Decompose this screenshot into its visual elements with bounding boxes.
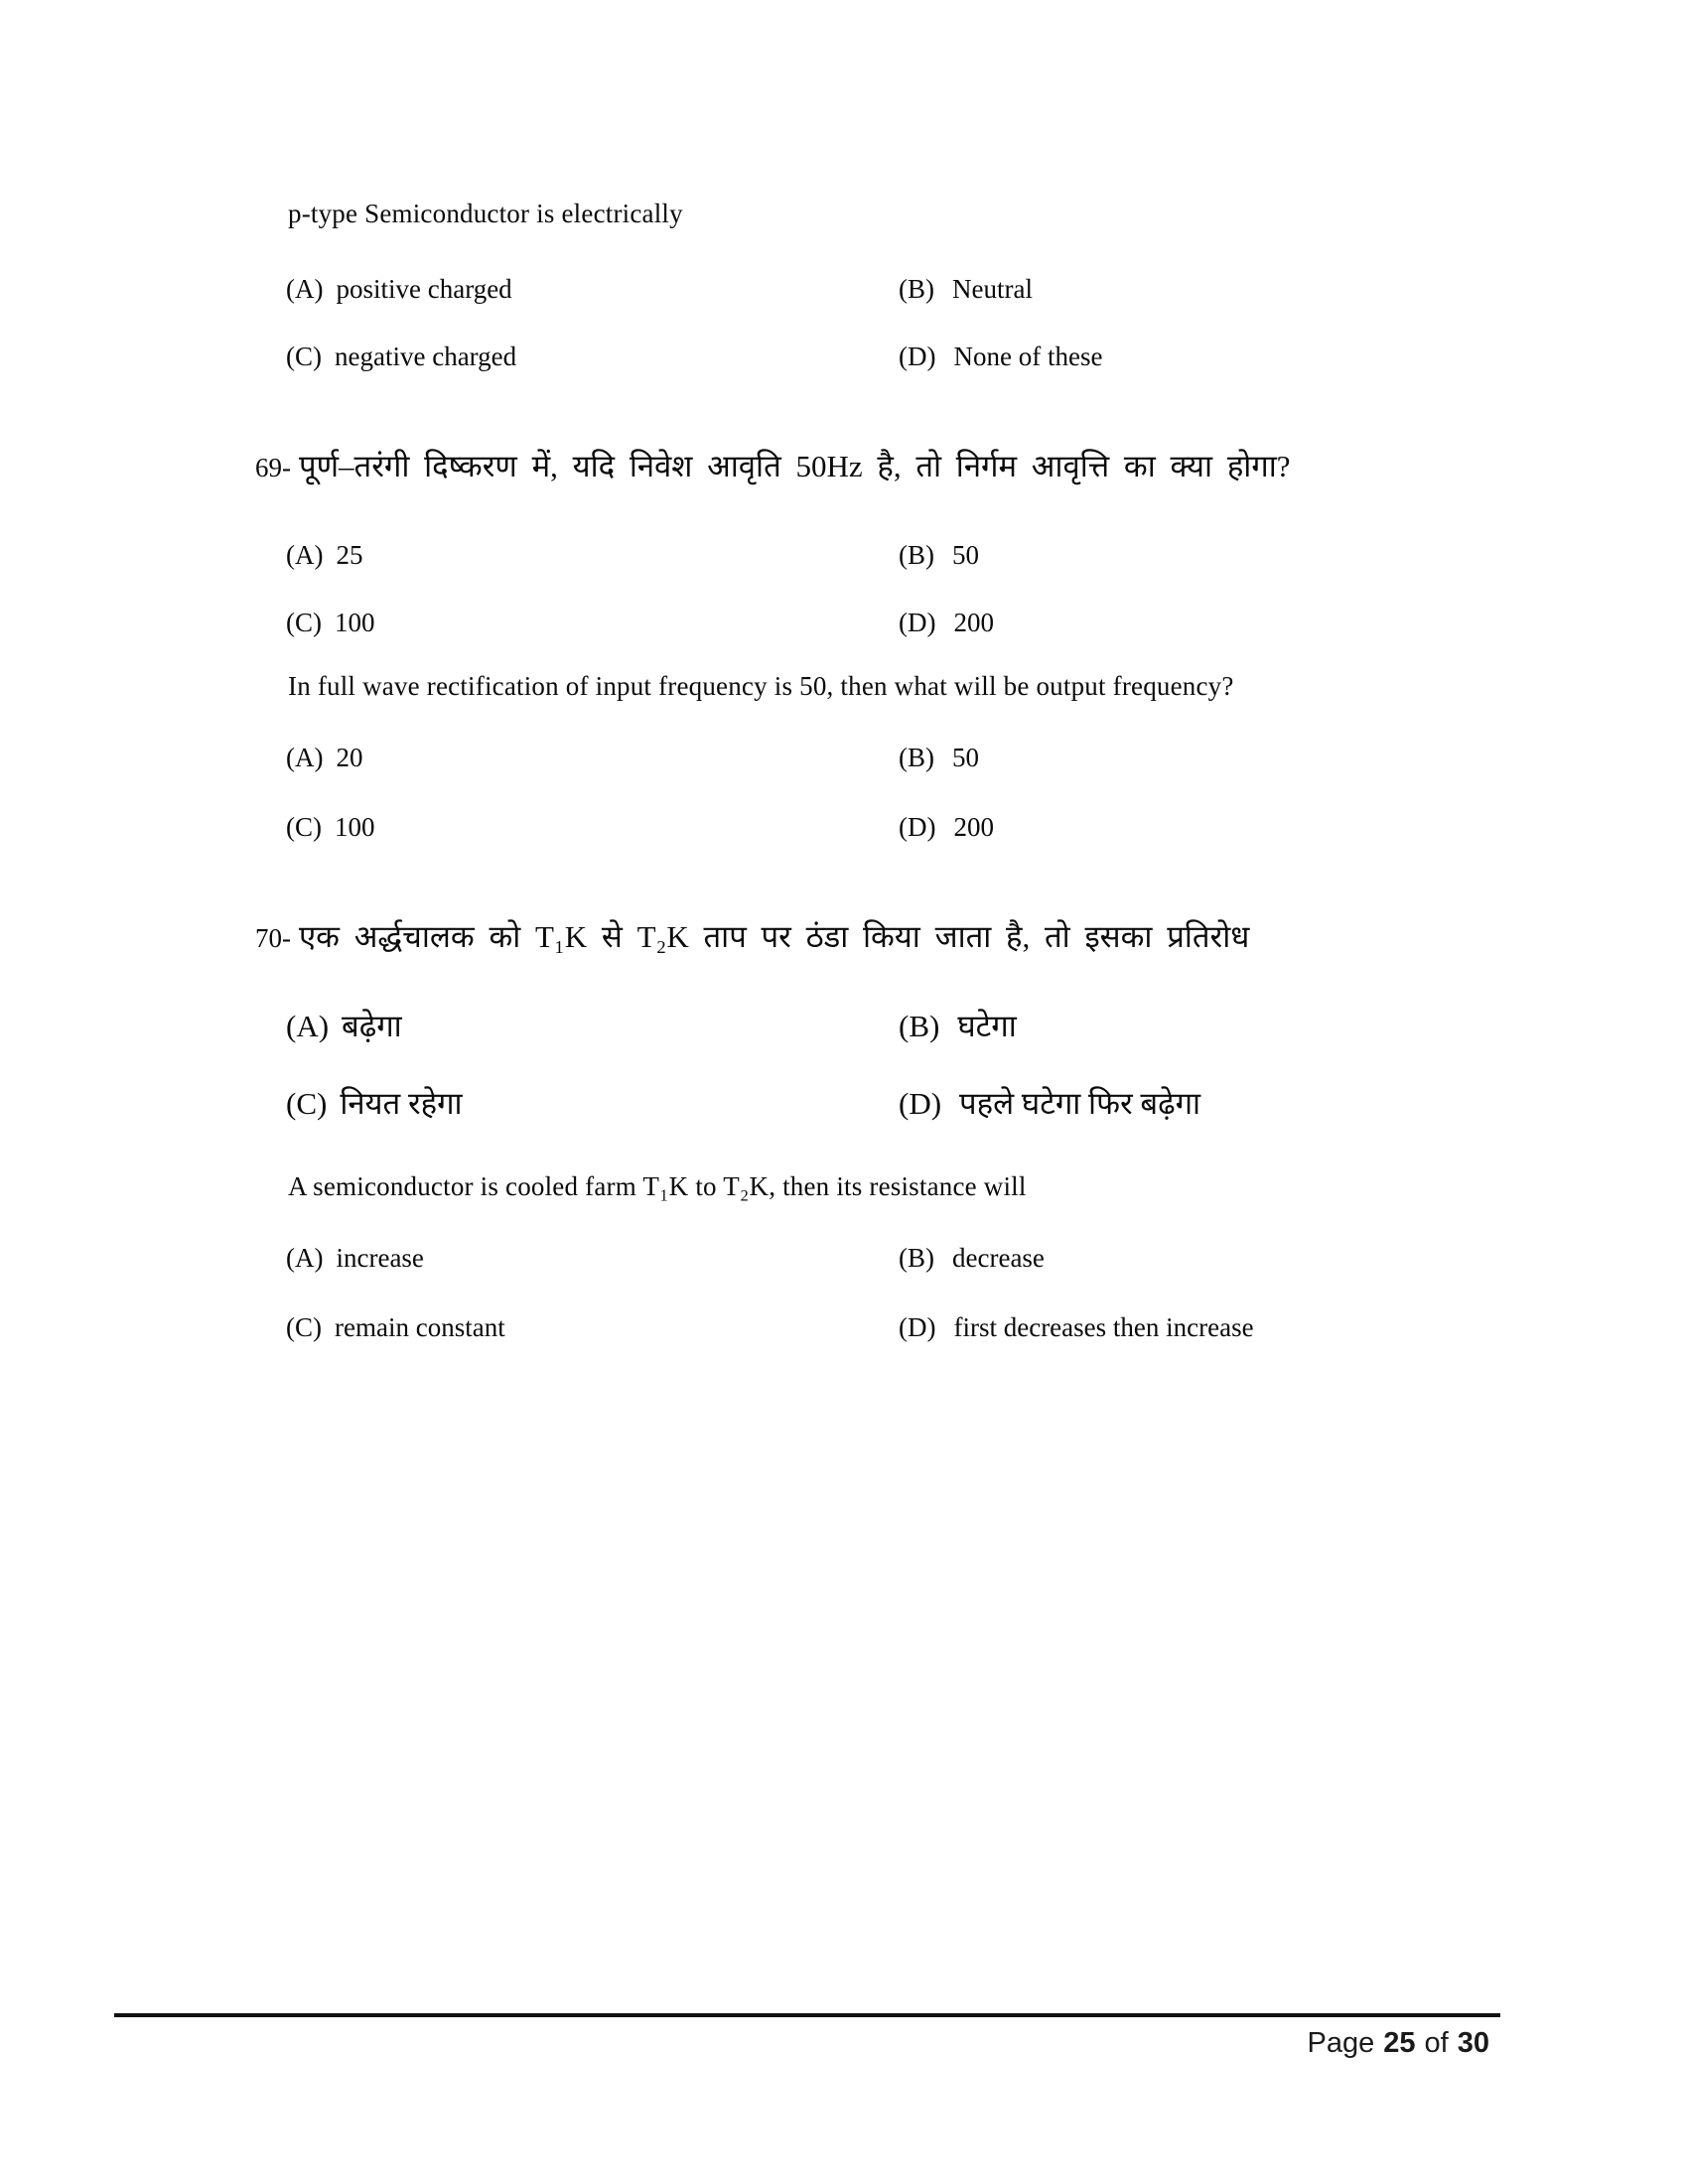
q69-option-d-hi [899, 608, 994, 638]
option-text: decrease [952, 1243, 1045, 1273]
option-key: (C) [286, 608, 322, 637]
q70-option-a-en [286, 1243, 424, 1274]
q70-option-c-en [286, 1312, 505, 1343]
option-text: पहले घटेगा फिर बढ़ेगा [959, 1086, 1201, 1121]
question-text: एक अर्द्धचालक को T₁K से T₂K ताप पर ठंडा किया जाता है, तो इसका प्रतिरोध [299, 919, 1250, 954]
option-key: (D) [899, 1086, 942, 1121]
q68-option-a [286, 274, 512, 305]
option-text: 200 [953, 608, 994, 637]
q70-option-c-hi [286, 1082, 463, 1124]
option-key: (B) [899, 743, 934, 772]
footer-of-word: of [1424, 2027, 1449, 2059]
option-key: (B) [899, 274, 934, 304]
q69-option-d-en [899, 812, 994, 843]
option-key: (A) [286, 540, 324, 570]
footer-divider [114, 2013, 1500, 2017]
q69-option-a-en [286, 743, 362, 773]
option-text: positive charged [336, 274, 512, 304]
option-text: 50 [952, 743, 979, 772]
option-key: (A) [286, 274, 324, 304]
q68-option-d [899, 341, 1102, 372]
option-key: (D) [899, 812, 936, 842]
option-text: 200 [953, 812, 994, 842]
option-key: (C) [286, 1312, 322, 1342]
option-key: (D) [899, 341, 936, 371]
option-text: first decreases then increase [953, 1312, 1254, 1342]
option-text: 20 [336, 743, 363, 772]
option-text: बढ़ेगा [342, 1009, 402, 1043]
q69-option-c-hi [286, 608, 375, 638]
option-key: (C) [286, 812, 322, 842]
option-key: (D) [899, 608, 936, 637]
option-key: (B) [899, 1009, 940, 1043]
option-text: घटेगा [957, 1009, 1017, 1043]
q69-option-c-en [286, 812, 375, 843]
option-key: (A) [286, 743, 324, 772]
option-text: increase [336, 1243, 424, 1273]
page-footer [1092, 2027, 1489, 2060]
option-key: (B) [899, 540, 934, 570]
option-key: (A) [286, 1243, 324, 1273]
option-text: 25 [336, 540, 363, 570]
option-key: (A) [286, 1009, 330, 1043]
option-text: remain constant [335, 1312, 505, 1342]
q70-option-d-hi [899, 1082, 1200, 1124]
option-text: negative charged [335, 341, 517, 371]
question-70-text-en: A semiconductor is cooled farm T₁K to T₂K, then its resistance will [288, 1171, 1027, 1201]
q70-option-a-hi [286, 1005, 402, 1046]
option-key: (C) [286, 341, 322, 371]
option-text: 50 [952, 540, 979, 570]
question-68-text-en: p-type Semiconductor is electrically [288, 199, 683, 228]
q68-option-b [899, 274, 1033, 305]
question-number: 69- [255, 453, 291, 482]
footer-page-number: 25 [1383, 2027, 1416, 2059]
q68-option-c [286, 341, 516, 372]
option-text: None of these [953, 341, 1103, 371]
option-key: (B) [899, 1243, 934, 1273]
option-text: 100 [335, 812, 375, 842]
footer-total-pages: 30 [1457, 2027, 1489, 2059]
question-69-text-hi [255, 445, 1291, 486]
q69-option-b-hi [899, 540, 979, 571]
q69-option-a-hi [286, 540, 362, 571]
option-key: (D) [899, 1312, 936, 1342]
q70-option-b-hi [899, 1005, 1017, 1046]
question-70-text-hi [255, 915, 1249, 957]
q69-option-b-en [899, 743, 979, 773]
footer-page-word: Page [1307, 2027, 1375, 2059]
option-text: Neutral [952, 274, 1033, 304]
option-text: नियत रहेगा [340, 1086, 463, 1121]
option-key: (C) [286, 1086, 328, 1121]
option-text: 100 [335, 608, 375, 637]
q70-option-b-en [899, 1243, 1045, 1274]
q70-option-d-en [899, 1312, 1254, 1343]
question-69-text-en: In full wave rectification of input frequency is 50, then what will be output frequency? [288, 671, 1234, 701]
question-text: पूर्ण–तरंगी दिष्करण में, यदि निवेश आवृति 50Hz है, तो निर्गम आवृत्ति का क्या होगा? [299, 449, 1291, 483]
question-number: 70- [255, 923, 291, 953]
